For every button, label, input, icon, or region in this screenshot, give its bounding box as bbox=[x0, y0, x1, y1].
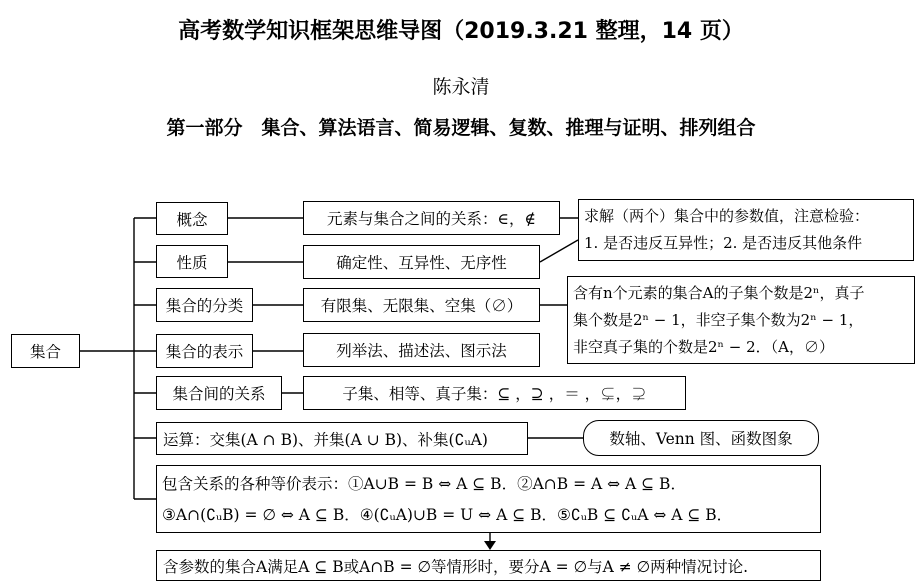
note-line: 集个数是2ⁿ − 1，非空子集个数为2ⁿ − 1， bbox=[573, 311, 864, 329]
note-line: 含有n个元素的集合A的子集个数是2ⁿ，真子 bbox=[573, 284, 865, 302]
note-line: 1. 是否违反互异性；2. 是否违反其他条件 bbox=[584, 234, 863, 252]
category-property: 性质 bbox=[156, 245, 228, 278]
detail-representation: 列举法、描述法、图示法 bbox=[303, 333, 540, 367]
category-concept: 概念 bbox=[156, 202, 228, 235]
detail-operations: 数轴、Venn 图、函数图象 bbox=[583, 420, 819, 456]
note-subset-count bbox=[567, 276, 915, 364]
equivalence-line: ③A∩(∁ᵤB) = ∅ ⇔ A ⊆ B．④(∁ᵤA)∪B = U ⇔ A ⊆ B．⑤∁ᵤB ⊆ ∁ᵤA ⇔ A ⊆ B． bbox=[162, 506, 733, 524]
page-title: 高考数学知识框架思维导图（2019.3.21 整理，14 页） bbox=[178, 19, 744, 44]
note-line: 求解（两个）集合中的参数值，注意检验： bbox=[584, 207, 870, 225]
note-param-discussion: 含参数的集合A满足A ⊆ B或A∩B = ∅等情形时，要分A = ∅与A ≠ ∅两种情况讨论. bbox=[156, 550, 821, 581]
author-name: 陈永清 bbox=[432, 76, 490, 98]
note-parameter-check bbox=[578, 199, 914, 261]
category-operations: 运算：交集(A ∩ B)、并集(A ∪ B)、补集(∁ᵤA) bbox=[156, 422, 528, 455]
part-title: 第一部分 集合、算法语言、简易逻辑、复数、推理与证明、排列组合 bbox=[166, 117, 756, 139]
equivalence-line: 包含关系的各种等价表示：①A∪B = B ⇔ A ⊆ B．②A∩B = A ⇔ A ⊆ B． bbox=[162, 475, 686, 493]
note-line: 非空真子集的个数是2ⁿ − 2．（A，∅） bbox=[573, 338, 835, 356]
detail-classification: 有限集、无限集、空集（∅） bbox=[303, 288, 540, 322]
category-relations: 集合间的关系 bbox=[156, 376, 282, 410]
detail-property: 确定性、互异性、无序性 bbox=[303, 245, 540, 279]
root-node-set: 集合 bbox=[11, 334, 80, 368]
detail-relations: 子集、相等、真子集：⊆ ，⊇ ，＝ ，⊊，⊋ bbox=[303, 376, 686, 410]
category-representation: 集合的表示 bbox=[156, 334, 253, 368]
category-classification: 集合的分类 bbox=[156, 288, 253, 322]
equivalence-box bbox=[156, 465, 821, 533]
detail-concept: 元素与集合之间的关系：∈，∉ bbox=[303, 201, 560, 235]
